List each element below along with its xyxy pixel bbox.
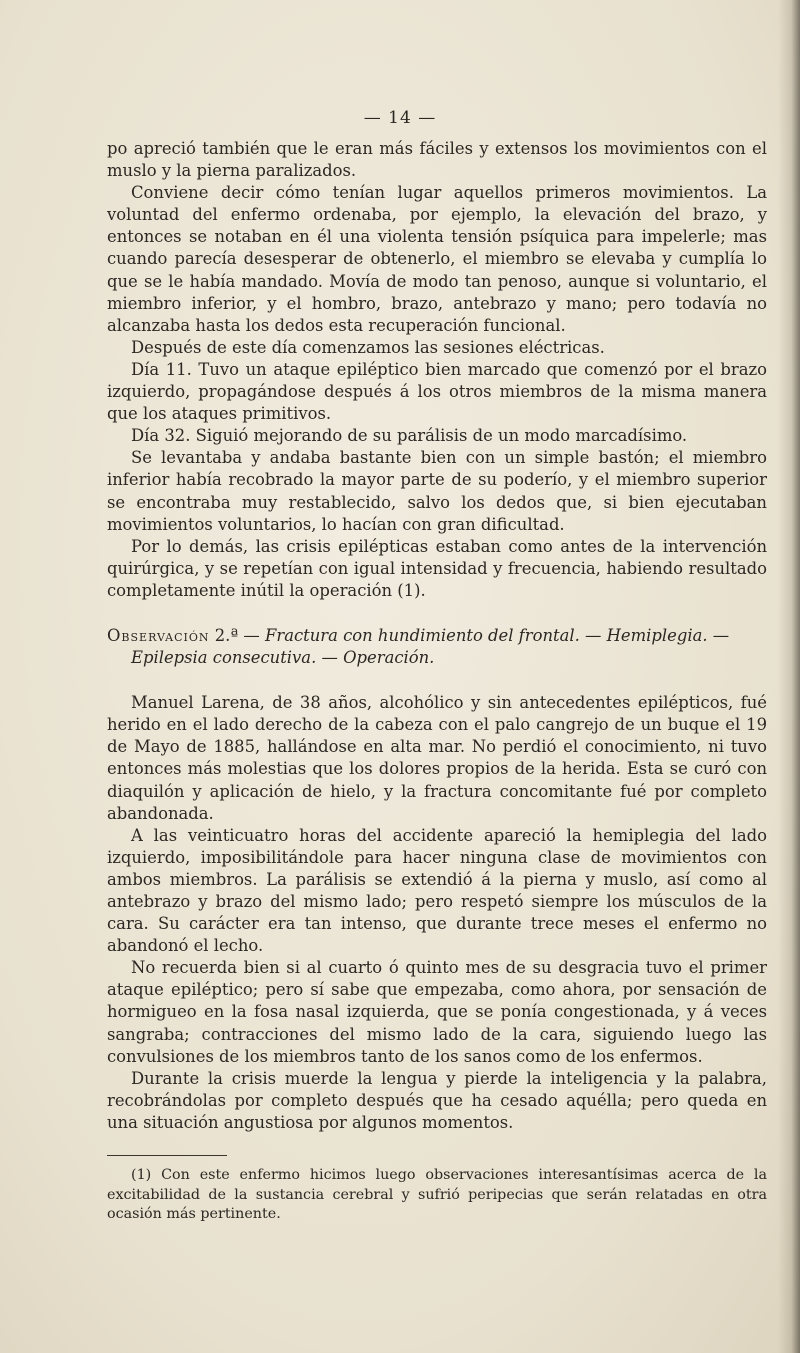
observation-number: 2.ª — xyxy=(214,625,265,645)
page-number: — 14 — xyxy=(363,108,437,128)
footnote-rule xyxy=(107,1155,227,1156)
observation-heading xyxy=(107,625,767,669)
observation-label: Observación xyxy=(107,625,210,645)
observation-title-line1: Fractura con hundimiento del frontal. — Hemiplegia. — xyxy=(265,625,730,645)
paragraph: Día 11. Tuvo un ataque epiléptico bien marcado que comenzó por el brazo izquierdo, propagándose después á los otros miembros de la misma manera que los ataques primitivos. xyxy=(107,359,767,424)
paragraph: Por lo demás, las crisis epilépticas estaban como antes de la intervención quirúrgica, y se repetían con igual intensidad y frecuencia, habiendo resultado completamente inútil la operación (1). xyxy=(107,536,767,600)
footnote: (1) Con este enfermo hicimos luego observaciones interesantísimas acerca de la excitabilidad de la sustancia cerebral y sufrió peripecias que serán relatadas en otra ocasión más pertinente. xyxy=(107,1167,767,1223)
paragraph: Conviene decir cómo tenían lugar aquellos primeros movimientos. La voluntad del enfermo ordenaba, por ejemplo, la elevación del brazo, y entonces se notaban en él una violenta tensión psíquica para impelerle; mas cuando parecía desesperar de obtenerlo, el miembro se elevaba y cumplía lo que se le había mandado. Movía de modo tan penoso, aunque si voluntario, el miembro inferior, y el hombro, brazo, antebrazo y mano; pero todavía no alcanzaba hasta los dedos esta recuperación funcional. xyxy=(107,183,767,335)
page-edge-shadow xyxy=(778,0,800,1353)
paragraph: Manuel Larena, de 38 años, alcohólico y sin antecedentes epilépticos, fué herido en el lado derecho de la cabeza con el palo cangrejo de un buque el 19 de Mayo de 1885, hallándose en alta mar. No perdió el conocimiento, ni tuvo entonces más molestias que los dolores propios de la herida. Esta se curó con diaquilón y aplicación de hielo, y la fractura concomitante fué por completo abandonada. xyxy=(107,693,767,823)
observation-title-line2: Epilepsia consecutiva. — Operación. xyxy=(131,648,435,668)
paragraph: No recuerda bien si al cuarto ó quinto mes de su desgracia tuvo el primer ataque epiléptico; pero sí sabe que empezaba, como ahora, por sensación de hormigueo en la fosa nasal izquierda, que se ponía congestionada, y á veces sangraba; contracciones del mismo lado de la cara, siguiendo luego las convulsiones de los miembros tanto de los sanos como de los enfermos. xyxy=(107,958,767,1066)
paragraph: po apreció también que le eran más fáciles y extensos los movimientos con el muslo y la pierna paralizados. xyxy=(107,139,767,181)
paragraph: Día 32. Siguió mejorando de su parálisis de un modo marcadísimo. xyxy=(131,426,688,446)
body-text xyxy=(107,138,767,1225)
paragraph: Durante la crisis muerde la lengua y pierde la inteligencia y la palabra, recobrándolas por completo después que ha cesado aquélla; pero queda en una situación angustiosa por algunos momentos. xyxy=(107,1068,767,1132)
paragraph: A las veinticuatro horas del accidente apareció la hemiplegia del lado izquierdo, imposibilitándole para hacer ninguna clase de movimientos con ambos miembros. La parálisis se extendió á la pierna y muslo, así como al antebrazo y brazo del mismo lado; pero respetó siempre los músculos de la cara. Su carácter era tan intenso, que durante trece meses el enfermo no abandonó el lecho. xyxy=(107,825,767,956)
paragraph: Se levantaba y andaba bastante bien con un simple bastón; el miembro inferior había recobrado la mayor parte de su poderío, y el miembro superior se encontraba muy restablecido, salvo los dedos que, si bien ejecutaban movimientos voluntarios, lo hacían con gran dificultad. xyxy=(107,448,767,534)
paragraph: Después de este día comenzamos las sesiones eléctricas. xyxy=(131,337,605,357)
